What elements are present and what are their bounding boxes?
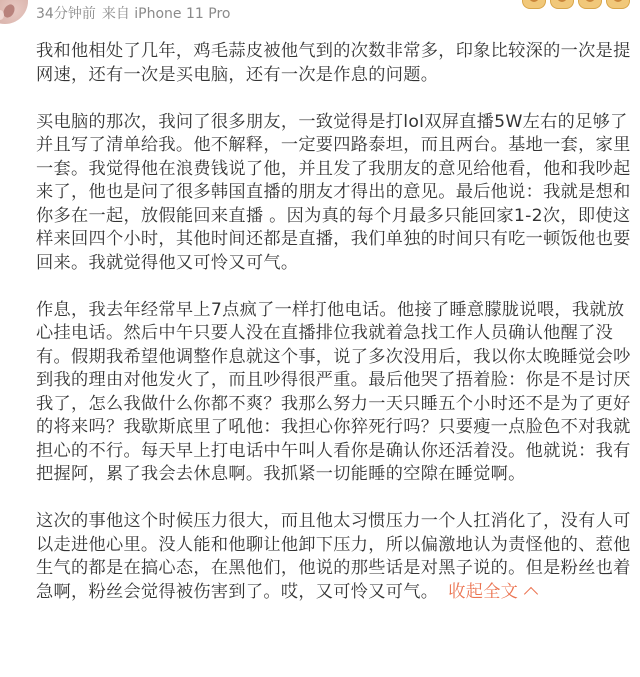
avatar-decoration [0, 10, 4, 20]
post-paragraph-last [36, 510, 636, 604]
avatar[interactable] [0, 0, 28, 24]
collapse-label: 收起全文 [448, 581, 519, 602]
post-source[interactable]: 来自 iPhone 11 Pro [101, 6, 231, 22]
post-paragraph-text: 这次的事他这个时候压力很大，而且他太习惯压力一个人扛消化了，没有人可以走进他心里。没人能和他聊让他卸下压力，所以偏激地认为责怪他的、惹他生气的都是在搞心态，在黑他们，他说的那些话是对黑子说的。但是粉丝也着急啊，粉丝会觉得被伤害到了。哎，又可怜又可气。 [36, 511, 631, 602]
emoji-sticker-icon [606, 0, 630, 9]
collapse-text-button[interactable] [448, 582, 536, 602]
post-time: 34分钟前 [36, 6, 96, 22]
post-paragraph: 我和他相处了几年，鸡毛蒜皮被他气到的次数非常多，印象比较深的一次是提网速，还有一次是买电脑，还有一次是作息的问题。 [36, 41, 631, 85]
emoji-sticker-icon [578, 0, 602, 9]
post-paragraph: 作息，我去年经常早上7点疯了一样打他电话。他接了睡意朦胧说喂，我就放心挂电话。然后中午只要人没在直播排位我就着急找工作人员确认他醒了没有。假期我希望他调整作息就这个事，说了多次没用后，我以你太晚睡觉会吵到我的理由对他发火了，而且吵得很严重。最后他哭了捂着脸：你是不是讨厌我了，怎么我做什么你都不爽？我那么努力一天只睡五个小时还不是为了更好的将来吗？我歇斯底里了吼他：我担心你猝死行吗？只要瘦一点脸色不对我就担心的不行。每天早上打电话中午叫人看你是确认你还活着没。他就说：我有把握阿，累了我会去休息啊。我抓紧一切能睡的空隙在睡觉啊。 [36, 299, 631, 484]
chevron-up-icon [524, 586, 538, 600]
post-paragraph: 买电脑的那次，我问了很多朋友，一致觉得是打lol双屏直播5W左右的足够了并且写了清单给我。他不解释，一定要四路泰坦，而且两台。基地一套，家里一套。我觉得他在浪费钱说了他，并且发了我朋友的意见给他看，他和我吵起来了，他也是问了很多韩国直播的朋友才得出的意见。最后他说：我就是想和你多在一起，放假能回来直播 。因为真的每个月最多只能回家1-2次，即使这样来回四个小时，其他时间还都是直播，我们单独的时间只有吃一顿饭他也要回来。我就觉得他又可怜又可气。 [36, 111, 631, 273]
emoji-sticker-icon [522, 0, 546, 9]
emoji-sticker-icon [550, 0, 574, 9]
badge-stickers [522, 0, 632, 12]
post-header [0, 0, 640, 38]
post-meta [36, 4, 230, 24]
post-body [36, 40, 636, 604]
